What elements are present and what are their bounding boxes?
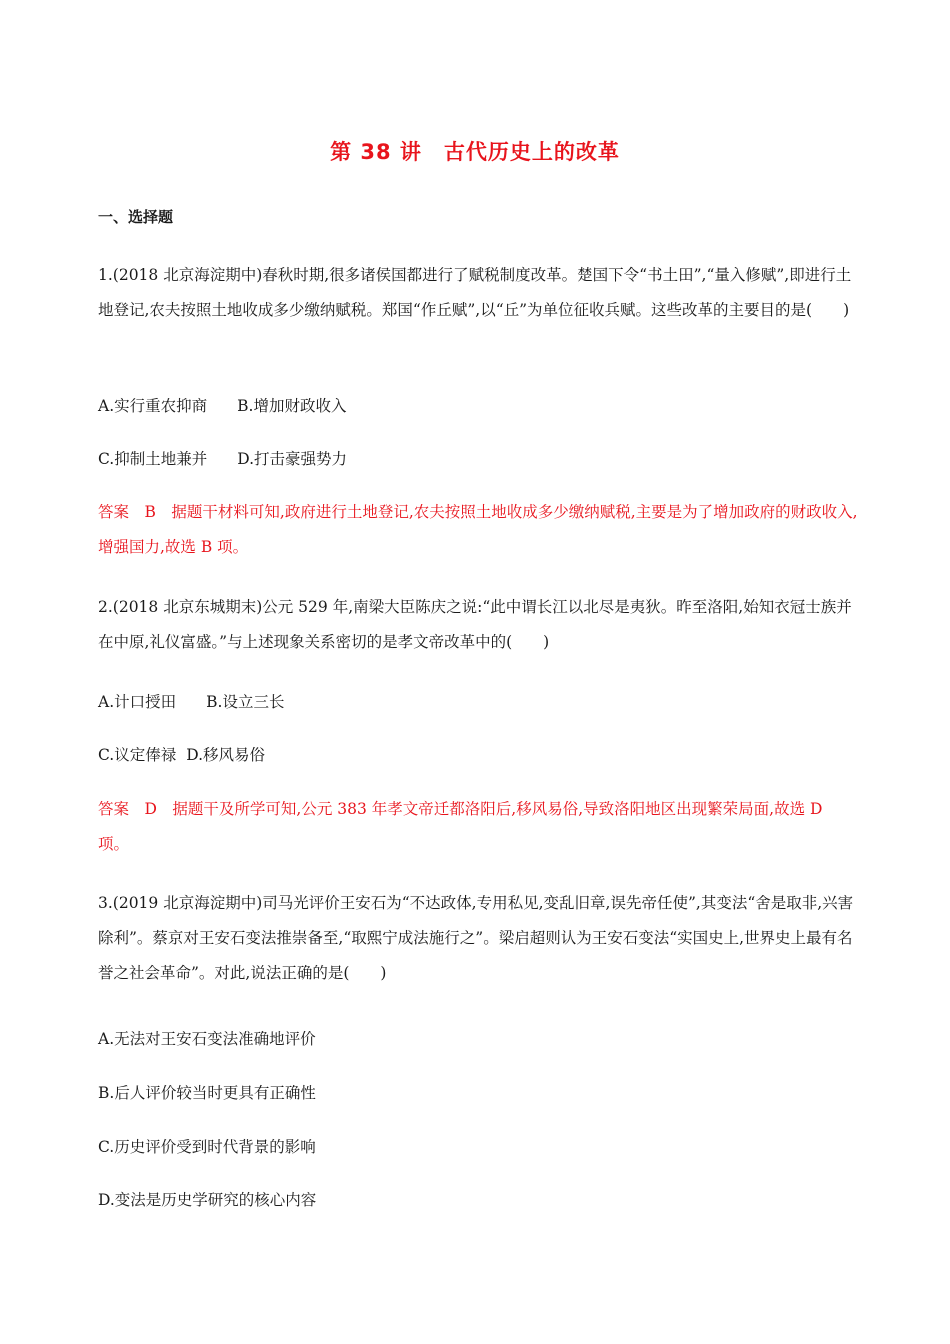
page-title: 第 38 讲 古代历史上的改革 (330, 140, 620, 164)
question-1-option-b: B.增加财政收入 (237, 397, 347, 415)
question-2-options-row-2 (98, 743, 265, 767)
question-1-option-d: D.打击豪强势力 (237, 450, 348, 468)
question-3-option-a: A.无法对王安石变法准确地评价 (98, 1030, 316, 1048)
question-1-option-a: A.实行重农抑商 (98, 397, 208, 415)
question-2-options-row-1 (98, 690, 284, 714)
question-2-option-d: D.移风易俗 (186, 746, 266, 764)
question-2-stem: 2.(2018 北京东城期末)公元 529 年,南梁大臣陈庆之说:“此中谓长江以北尽是夷狄。昨至洛阳,始知衣冠士族并在中原,礼仪富盛。”与上述现象关系密切的是孝文帝改革中的( ) (98, 598, 852, 651)
question-2-option-b: B.设立三长 (206, 693, 285, 711)
question-3-option-d: D.变法是历史学研究的核心内容 (98, 1191, 317, 1209)
question-1-options-row-1 (98, 394, 346, 418)
question-3-option-b: B.后人评价较当时更具有正确性 (98, 1084, 316, 1102)
question-2-option-c: C.议定俸禄 (98, 746, 177, 764)
question-1-options-row-2 (98, 447, 347, 471)
question-3-stem: 3.(2019 北京海淀期中)司马光评价王安石为“不达政体,专用私见,变乱旧章,误先帝任使”,其变法“舍是取非,兴害除利”。蔡京对王安石变法推崇备至,“取熙宁成法施行之”。梁启超则认为王安石变法“实国史上,世界史上最有名誉之社会革命”。对此,说法正确的是( ) (98, 894, 854, 982)
question-1-answer: 答案 B 据题干材料可知,政府进行土地登记,农夫按照土地收成多少缴纳赋税,主要是为了增加政府的财政收入,增强国力,故选 B 项。 (98, 503, 858, 556)
question-2-answer: 答案 D 据题干及所学可知,公元 383 年孝文帝迁都洛阳后,移风易俗,导致洛阳地区出现繁荣局面,故选 D 项。 (98, 800, 823, 853)
question-3-option-c: C.历史评价受到时代背景的影响 (98, 1138, 316, 1156)
question-1-stem: 1.(2018 北京海淀期中)春秋时期,很多诸侯国都进行了赋税制度改革。楚国下令“书土田”,“量入修赋”,即进行土地登记,农夫按照土地收成多少缴纳赋税。郑国“作丘赋”,以“丘”为单位征收兵赋。这些改革的主要目的是( ) (98, 266, 852, 319)
question-2-option-a: A.计口授田 (98, 693, 177, 711)
question-1-option-c: C.抑制土地兼并 (98, 450, 208, 468)
section-heading: 一、选择题 (98, 208, 174, 226)
